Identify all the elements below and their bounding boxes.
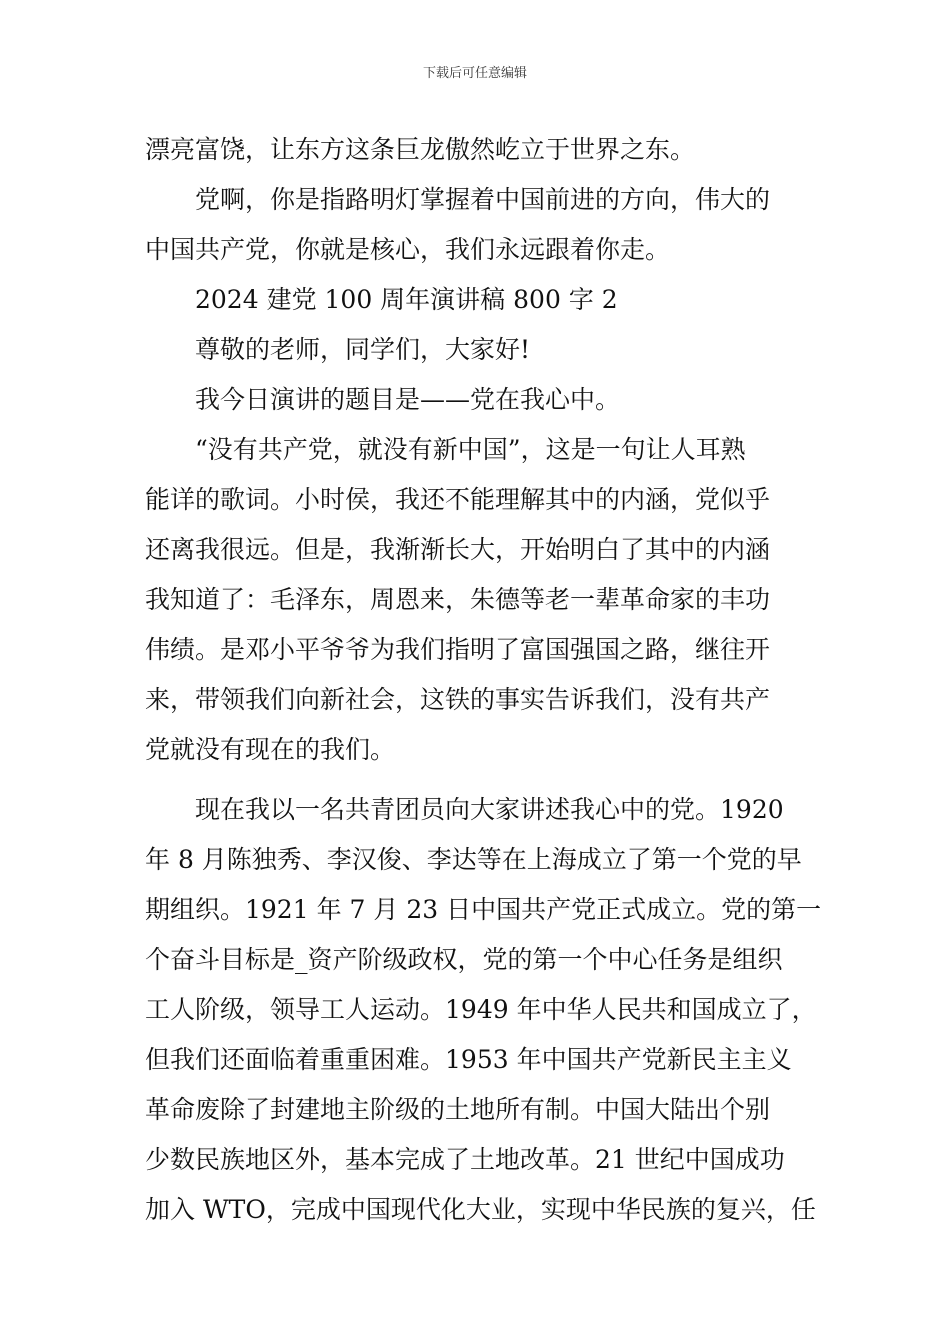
paragraph-start: “没有共产党，就没有新中国”，这是一句让人耳熟	[195, 435, 746, 464]
text-line: 还离我很远。但是，我渐渐长大，开始明白了其中的内涵	[145, 535, 771, 564]
document-body	[145, 125, 822, 1235]
page-header: 下载后可任意编辑	[422, 66, 527, 81]
text-line: 工人阶级，领导工人运动。1949 年中华人民共和国成立了，	[145, 995, 817, 1024]
text-line: 伟绩。是邓小平爷爷为我们指明了富国强国之路，继往开	[145, 635, 771, 664]
text-line: 期组织。1921 年 7 月 23 日中国共产党正式成立。党的第一	[145, 895, 822, 924]
text-line: 党就没有现在的我们。	[145, 735, 396, 764]
text-line: 来，带领我们向新社会，这铁的事实告诉我们，没有共产	[145, 685, 771, 714]
text-line: 加入 WTO，完成中国现代化大业，实现中华民族的复兴，任	[145, 1195, 816, 1224]
greeting: 尊敬的老师，同学们，大家好!	[195, 335, 531, 364]
text-line: 个奋斗目标是_资产阶级政权，党的第一个中心任务是组织	[145, 945, 783, 974]
text-line: 革命废除了封建地主阶级的土地所有制。中国大陆出个别	[145, 1095, 771, 1124]
paragraph-start: 党啊，你是指路明灯掌握着中国前进的方向，伟大的	[195, 185, 771, 214]
text-line: 我知道了：毛泽东，周恩来，朱德等老一辈革命家的丰功	[145, 585, 771, 614]
text-line: 年 8 月陈独秀、李汉俊、李达等在上海成立了第一个党的早	[145, 845, 802, 874]
text-line: 少数民族地区外，基本完成了土地改革。21 世纪中国成功	[145, 1145, 785, 1174]
paragraph-gap	[145, 775, 810, 785]
paragraph-start: 现在我以一名共青团员向大家讲述我心中的党。1920	[195, 795, 784, 824]
text-line: 能详的歌词。小时侯，我还不能理解其中的内涵，党似乎	[145, 485, 771, 514]
section-heading: 2024 建党 100 周年演讲稿 800 字 2	[195, 285, 618, 314]
paragraph-start: 我今日演讲的题目是——党在我心中。	[195, 385, 621, 414]
text-line: 中国共产党，你就是核心，我们永远跟着你走。	[145, 235, 671, 264]
text-line: 漂亮富饶，让东方这条巨龙傲然屹立于世界之东。	[145, 135, 696, 164]
text-line: 但我们还面临着重重困难。1953 年中国共产党新民主主义	[145, 1045, 792, 1074]
